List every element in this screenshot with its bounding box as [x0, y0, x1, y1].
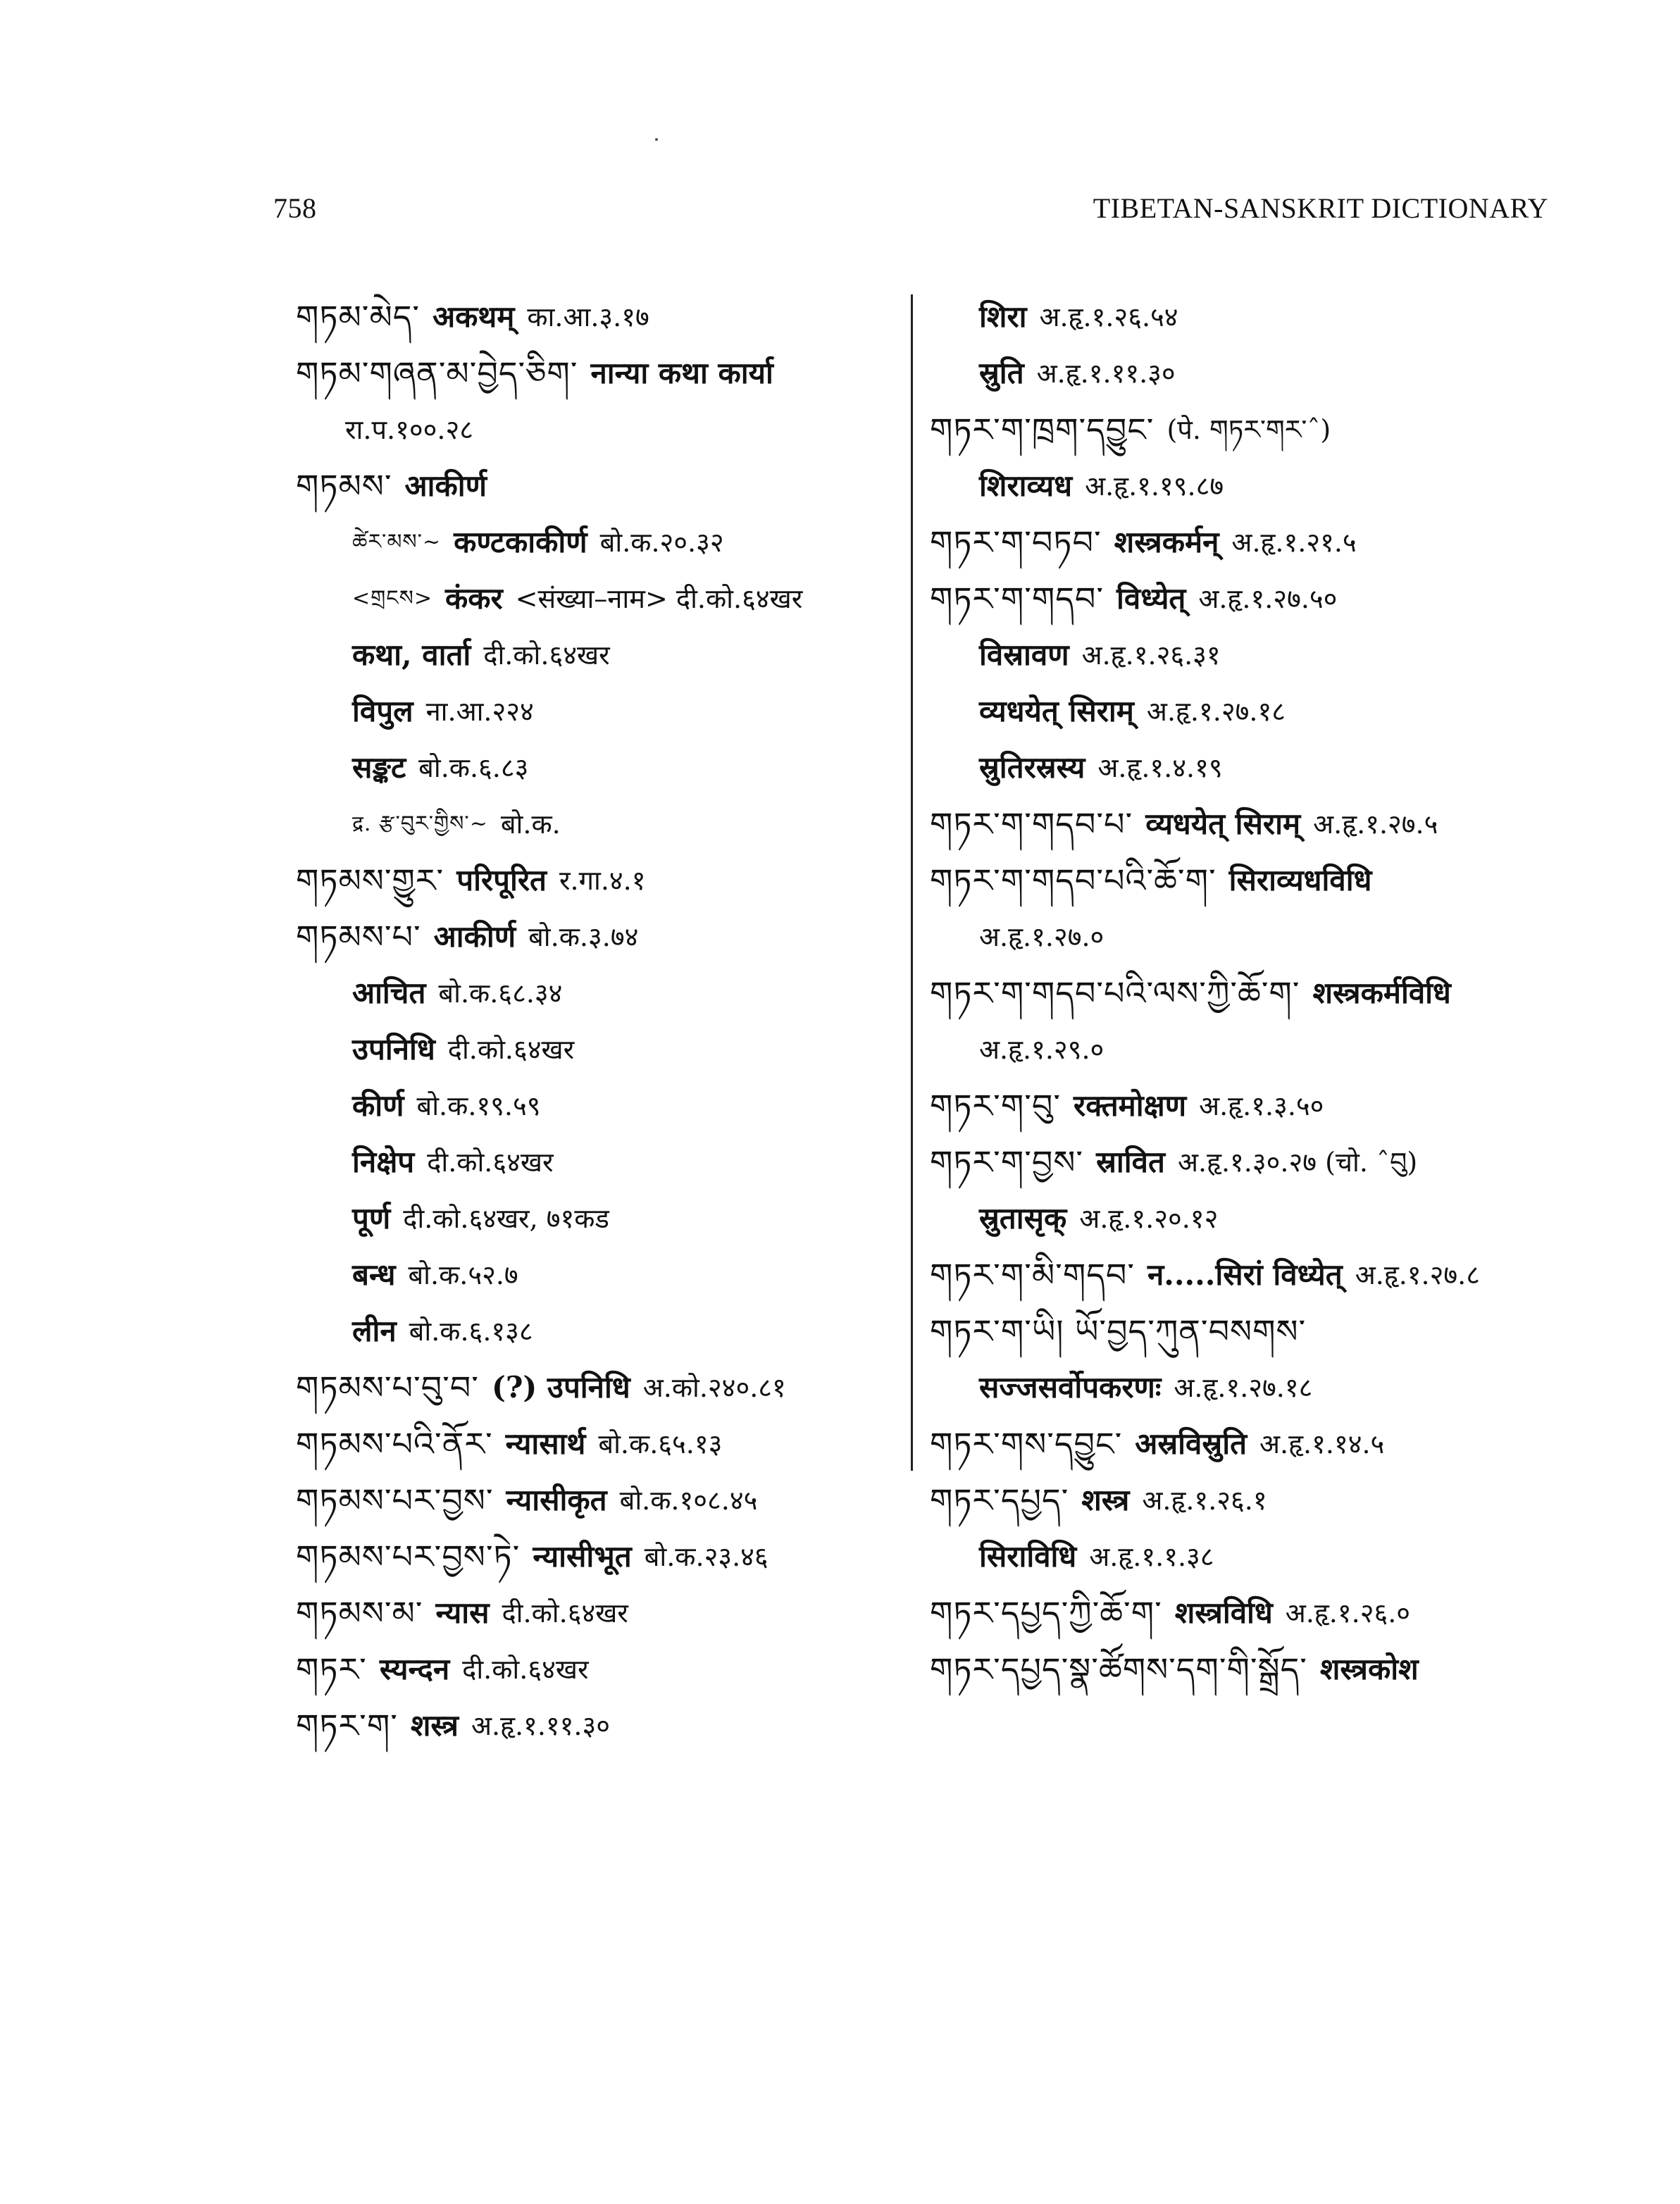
page-number: 758: [273, 192, 317, 224]
dictionary-entry: [296, 1641, 895, 1698]
dictionary-entry: [930, 852, 1550, 909]
page-header: [273, 192, 1548, 234]
dictionary-entry: [296, 1303, 895, 1359]
dictionary-entry: [296, 401, 895, 458]
source-reference: बो.क.६५.१३: [598, 1428, 723, 1459]
source-reference: दी.को.६४खर: [483, 640, 610, 671]
source-reference: बो.क.६.१३८: [409, 1316, 533, 1347]
sanskrit-equivalent: आकीर्ण: [404, 468, 487, 503]
sanskrit-equivalent: शस्त्रकर्मविधि: [1312, 976, 1451, 1010]
source-reference: अ.हृ.१.२६.१: [1142, 1485, 1267, 1516]
source-reference: अ.हृ.१.३०.२७ (चो. ˆབུ): [1177, 1147, 1418, 1178]
tibetan-headword: གཏར་ག་བྱས་: [930, 1143, 1084, 1181]
dictionary-entry: [930, 401, 1550, 458]
dictionary-entry: [296, 345, 895, 401]
source-reference: बो.क.: [500, 809, 561, 840]
dictionary-entry: [296, 1698, 895, 1754]
source-reference: दी.को.६४खर: [427, 1147, 554, 1178]
sanskrit-equivalent: व्यधयेत् सिराम्: [1145, 807, 1301, 841]
dictionary-entry: [296, 1078, 895, 1134]
tibetan-headword: གཏར་ག་མི་གདབ་: [930, 1256, 1135, 1294]
sanskrit-equivalent: व्यधयेत् सिराम्: [979, 694, 1134, 728]
tibetan-headword: द्र. རྩ་བུར་གྱིས་~: [352, 811, 488, 836]
dictionary-entry: [930, 627, 1550, 683]
dictionary-entry: [930, 345, 1550, 401]
dictionary-entry: [296, 909, 895, 965]
source-reference: का.आ.३.१७: [527, 301, 649, 332]
dictionary-entry: [930, 289, 1550, 345]
sanskrit-equivalent: न्यासीभूत: [533, 1539, 632, 1574]
sanskrit-equivalent: निक्षेप: [352, 1145, 415, 1179]
sanskrit-equivalent: स्रुति: [979, 356, 1024, 390]
tibetan-headword: གཏམ་གཞན་མ་བྱེད་ཅིག་: [296, 354, 578, 392]
dictionary-entry: [296, 1416, 895, 1472]
sanskrit-equivalent: कण्टकाकीर्ण: [454, 525, 587, 559]
dictionary-entry: [930, 1529, 1550, 1585]
source-reference: बो.क.२३.४६: [644, 1541, 769, 1572]
sanskrit-equivalent: अकथम्: [433, 299, 515, 334]
dictionary-entry: [296, 740, 895, 796]
dictionary-entry: [930, 1585, 1550, 1641]
column-divider: [911, 294, 913, 1471]
source-reference: दी.को.६४खर: [462, 1654, 589, 1685]
sanskrit-equivalent: शस्त्र: [410, 1708, 459, 1743]
source-reference: अ.हृ.१.३.५०: [1199, 1090, 1324, 1121]
dictionary-entry: [930, 514, 1550, 571]
source-reference: रा.प.१००.२८: [345, 414, 474, 445]
sanskrit-equivalent: शस्त्रकोश: [1319, 1652, 1419, 1686]
source-reference: अ.हृ.१.१.३८: [1089, 1541, 1214, 1572]
tibetan-headword: གཏར་ག་གདབ་པ་: [930, 805, 1133, 843]
dictionary-entry: [930, 1078, 1550, 1134]
sanskrit-equivalent: स्रुतासृक्: [979, 1201, 1067, 1235]
tibetan-headword: གཏར་ག་གདབ་པའི་ཆོ་ག་: [930, 861, 1217, 899]
tibetan-headword: གཏར་ག་བཏབ་: [930, 523, 1102, 561]
dictionary-entry: [930, 1021, 1550, 1078]
tibetan-headword: གཏམས་མ་: [296, 1594, 423, 1632]
tibetan-headword: གཏར་དཔྱད་སྣ་ཚོགས་དག་གི་སྒྲོད་: [930, 1650, 1307, 1688]
tibetan-headword: གཏར་ག་གདབ་པའི་ལས་ཀྱི་ཆོ་ག་: [930, 974, 1300, 1012]
source-reference: अ.हृ.१.११.३०: [471, 1710, 611, 1741]
sanskrit-equivalent: स्यन्दन: [379, 1652, 450, 1686]
tibetan-headword: གཏམས་པ་: [296, 918, 421, 956]
sanskrit-equivalent: शिराव्यध: [979, 468, 1073, 503]
tibetan-headword: གཏམས་པ་བུ་བ་: [296, 1369, 479, 1407]
source-reference: अ.हृ.१.२६.५४: [1039, 301, 1178, 332]
source-reference: बो.क.१९.५९: [416, 1090, 541, 1121]
tibetan-headword: གཏར་: [296, 1650, 367, 1688]
sanskrit-equivalent: पूर्ण: [352, 1201, 391, 1235]
sanskrit-equivalent: न्यास: [435, 1595, 490, 1630]
source-reference: अ.हृ.१.२७.५: [1313, 809, 1438, 840]
dictionary-entry: [296, 1134, 895, 1190]
source-reference: अ.हृ.१.२१.५: [1231, 527, 1357, 558]
tibetan-headword: གཏར་ག་: [296, 1707, 398, 1745]
source-reference: अ.हृ.१.२७.८: [1355, 1259, 1480, 1290]
dictionary-entry: [930, 965, 1550, 1021]
running-title: TIBETAN-SANSKRIT DICTIONARY: [1093, 192, 1548, 224]
source-reference: अ.हृ.१.२०.१२: [1079, 1203, 1219, 1234]
dictionary-entry: [296, 683, 895, 740]
source-reference: अ.को.२४०.८१: [642, 1372, 786, 1403]
dictionary-entry: [296, 571, 895, 627]
sanskrit-equivalent: (?) उपनिधि: [491, 1370, 630, 1405]
source-reference: बो.क.३.७४: [528, 921, 639, 952]
sanskrit-equivalent: शस्त्रकर्मन्: [1114, 525, 1219, 559]
sanskrit-equivalent: सङ्कट: [352, 750, 406, 785]
dictionary-entry: [296, 1247, 895, 1303]
tibetan-headword: གཏམས་: [296, 467, 392, 505]
dictionary-entry: [930, 1247, 1550, 1303]
tibetan-headword: གཏམ་མེད་: [296, 298, 421, 336]
source-reference: दी.को.६४खर: [502, 1598, 628, 1629]
left-column: [296, 289, 895, 1754]
dictionary-entry: [930, 1641, 1550, 1698]
source-reference: बो.क.६.८३: [418, 752, 529, 783]
sanskrit-equivalent: विपुल: [352, 694, 413, 728]
sanskrit-equivalent: सिराविधि: [979, 1539, 1077, 1574]
source-reference: अ.हृ.१.२७.०: [979, 921, 1105, 952]
sanskrit-equivalent: न.....सिरां विध्येत्: [1147, 1257, 1343, 1292]
dictionary-entry: [930, 1416, 1550, 1472]
dictionary-entry: [930, 1472, 1550, 1529]
tibetan-headword: གཏར་དཔྱད་ཀྱི་ཆོ་ག་: [930, 1594, 1162, 1632]
sanskrit-equivalent: सज्जसर्वोपकरणः: [979, 1370, 1162, 1405]
sanskrit-equivalent: उपनिधि: [352, 1032, 435, 1066]
source-reference: अ.हृ.१.२७.५०: [1198, 583, 1338, 614]
source-reference: अ.हृ.१.२६.०: [1285, 1598, 1411, 1629]
source-reference: र.गा.४.१: [559, 865, 646, 896]
tibetan-headword: གཏར་དཔྱད་: [930, 1481, 1069, 1519]
sanskrit-equivalent: आचित: [352, 976, 426, 1010]
dictionary-entry: [296, 458, 895, 514]
dictionary-entry: [296, 1472, 895, 1529]
dictionary-entry: [296, 1359, 895, 1416]
sanskrit-equivalent: सिराव्यधविधि: [1228, 863, 1372, 897]
dictionary-entry: [930, 1134, 1550, 1190]
source-reference: अ.हृ.१.४.१९: [1097, 752, 1223, 783]
tibetan-headword: ཚེར་མས་~: [352, 530, 442, 554]
tibetan-headword: གཏར་ག་གདབ་: [930, 580, 1105, 618]
sanskrit-equivalent: नान्या कथा कार्या: [590, 356, 773, 390]
source-reference: अ.हृ.१.१९.८७: [1085, 471, 1224, 502]
tibetan-headword: གཏམས་པར་བྱས་: [296, 1481, 494, 1519]
dictionary-entry: [930, 740, 1550, 796]
dictionary-entry: [930, 909, 1550, 965]
dictionary-entry: [296, 514, 895, 571]
right-column: [930, 289, 1550, 1698]
source-reference: अ.हृ.१.२७.१८: [1174, 1372, 1313, 1403]
source-reference: ना.आ.२२४: [425, 696, 534, 727]
tibetan-headword: གཏར་ག་ཡི། ཡོ་བྱད་ཀུན་བསགས་: [930, 1312, 1307, 1350]
dictionary-entry: [930, 1359, 1550, 1416]
sanskrit-equivalent: आकीर्ण: [433, 919, 516, 954]
dictionary-entry: [296, 1585, 895, 1641]
sanskrit-equivalent: रक्तमोक्षण: [1074, 1088, 1187, 1123]
tibetan-headword: གཏར་ག་བུ་: [930, 1087, 1062, 1125]
dictionary-entry: [930, 1303, 1550, 1359]
dictionary-entry: [930, 458, 1550, 514]
tibetan-headword: གཏམས་གྱུར་: [296, 861, 444, 899]
source-reference: अ.हृ.१.२९.०: [979, 1034, 1105, 1065]
source-reference: दी.को.६४खर: [447, 1034, 575, 1065]
sanskrit-equivalent: स्रुतिरस्रस्य: [979, 750, 1085, 785]
sanskrit-equivalent: शिरा: [979, 299, 1027, 334]
sanskrit-equivalent: विध्येत्: [1116, 581, 1186, 616]
scan-speck: [655, 138, 658, 141]
dictionary-entry: [296, 1021, 895, 1078]
sanskrit-equivalent: कथा, वार्ता: [352, 637, 471, 672]
source-reference: अ.हृ.१.१४.५: [1259, 1428, 1385, 1459]
dictionary-entry: [296, 965, 895, 1021]
sanskrit-equivalent: कंकर: [444, 581, 503, 616]
sanskrit-equivalent: शस्त्रविधि: [1174, 1595, 1273, 1630]
sanskrit-equivalent: परिपूरित: [456, 863, 547, 897]
source-reference: बो.क.२०.३२: [599, 527, 724, 558]
sanskrit-equivalent: शस्त्र: [1081, 1483, 1130, 1517]
source-reference: (पे. གཏར་གར་ˆ): [1166, 414, 1331, 445]
sanskrit-equivalent: लीन: [352, 1314, 397, 1348]
sanskrit-equivalent: विस्रावण: [979, 637, 1069, 672]
dictionary-entry: [296, 627, 895, 683]
dictionary-entry: [296, 796, 895, 852]
sanskrit-equivalent: अस्रविस्रुति: [1135, 1426, 1247, 1461]
source-reference: अ.हृ.१.२७.१८: [1146, 696, 1286, 727]
tibetan-headword: གཏར་གས་དབྱུང་: [930, 1425, 1123, 1463]
dictionary-entry: [296, 289, 895, 345]
dictionary-entry: [930, 571, 1550, 627]
source-reference: बो.क.१०८.४५: [619, 1485, 758, 1516]
tibetan-headword: གཏམས་པར་བྱས་ཏེ་: [296, 1538, 521, 1576]
sanskrit-equivalent: स्रावित: [1096, 1145, 1165, 1179]
dictionary-entry: [296, 852, 895, 909]
sanskrit-equivalent: न्यासीकृत: [506, 1483, 607, 1517]
dictionary-entry: [296, 1529, 895, 1585]
source-reference: अ.हृ.१.२६.३१: [1081, 640, 1221, 671]
tibetan-headword: གཏར་ག་ཁྲག་དབྱུང་: [930, 411, 1155, 449]
tibetan-headword: གཏམས་པའི་ནོར་: [296, 1425, 493, 1463]
sanskrit-equivalent: न्यासार्थ: [505, 1426, 586, 1461]
sanskrit-equivalent: बन्ध: [352, 1257, 396, 1292]
tibetan-headword: <གྲངས>: [352, 586, 433, 611]
source-reference: दी.को.६४खर, ७१कड: [403, 1203, 609, 1234]
source-reference: बो.क.६८.३४: [438, 978, 563, 1009]
sanskrit-equivalent: कीर्ण: [352, 1088, 404, 1123]
source-reference: बो.क.५२.७: [408, 1259, 518, 1290]
dictionary-entry: [930, 1190, 1550, 1247]
dictionary-entry: [930, 796, 1550, 852]
source-reference: अ.हृ.१.११.३०: [1036, 358, 1176, 389]
source-reference: <संख्या–नाम> दी.को.६४खर: [515, 583, 803, 614]
dictionary-entry: [930, 683, 1550, 740]
dictionary-entry: [296, 1190, 895, 1247]
